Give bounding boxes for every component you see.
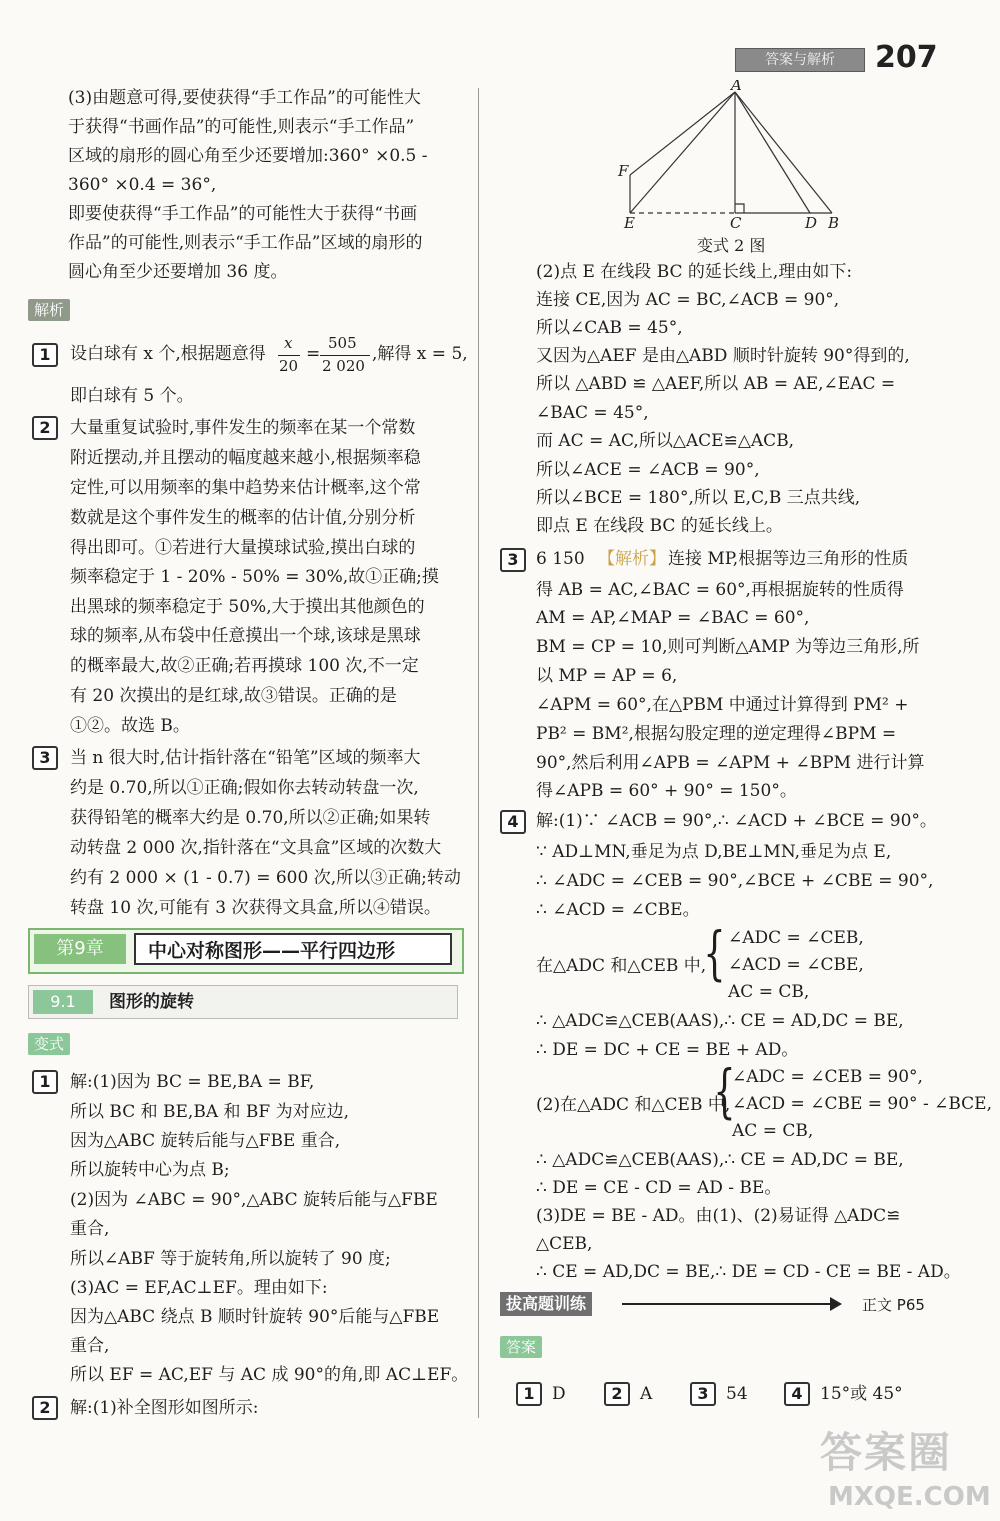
system-line: ∠ACD = ∠CBE = 90° - ∠BCE,: [732, 1094, 992, 1114]
question-number: 2: [32, 416, 58, 440]
text-line: AM = AP,∠MAP = ∠BAC = 60°,: [536, 608, 810, 628]
text-line: 获得铅笔的概率大约是 0.70,所以②正确;如果转: [70, 808, 431, 828]
question-number: 3: [500, 548, 526, 572]
watermark-logo-text: 答案圈: [820, 1428, 953, 1477]
text-line: 当 n 很大时,估计指针落在“铅笔”区域的频率大: [70, 748, 421, 768]
jiexi-tag: 解析: [28, 299, 70, 321]
text-line: (3)AC = EF,AC⊥EF。理由如下:: [70, 1278, 328, 1298]
answer-value: 15°或 45°: [820, 1384, 903, 1404]
brace-symbol: {: [713, 1057, 736, 1125]
system-lead: (2)在△ADC 和△CEB 中,: [536, 1095, 731, 1115]
segment-ad: [735, 92, 810, 213]
answer-number: 3: [690, 1382, 716, 1406]
question-number: 4: [500, 810, 526, 834]
arrow-icon: [830, 1297, 842, 1311]
text-line: 得∠APB = 60° + 90° = 150°。: [536, 781, 797, 801]
section-header: [28, 985, 458, 1019]
text-line: 连接 MP,根据等边三角形的性质: [668, 549, 909, 569]
answer-number: 1: [516, 1382, 542, 1406]
text-line: 大量重复试验时,事件发生的频率在某一个常数: [70, 418, 416, 438]
text-line: △CEB,: [536, 1234, 593, 1254]
text-line: PB² = BM²,根据勾股定理的逆定理得∠BPM =: [536, 724, 897, 744]
text-line: 所以 EF = AC,EF 与 AC 成 90°的角,即 AC⊥EF。: [70, 1365, 469, 1385]
text-line: 又因为△AEF 是由△ABD 顺时针旋转 90°得到的,: [536, 346, 910, 366]
chapter-header: [28, 928, 464, 974]
text-line: 频率稳定于 1 - 20% - 50% = 30%,故①正确;摸: [70, 567, 439, 587]
column-divider: [478, 88, 479, 1418]
answer-value: D: [552, 1384, 566, 1404]
text-line: 数就是这个事件发生的概率的估计值,分别分析: [70, 508, 416, 528]
equals-sign: =: [306, 344, 321, 364]
system-lead: 在△ADC 和△CEB 中,: [536, 956, 707, 976]
geometry-figure: [600, 80, 860, 230]
text-line: 的概率最大,故②正确;若再摸球 100 次,不一定: [70, 656, 419, 676]
daan-tag: 答案: [500, 1336, 542, 1358]
text-line: 以 MP = AP = 6,: [536, 666, 678, 686]
text-line: 球的频率,从布袋中任意摸出一个球,该球是黑球: [70, 626, 421, 646]
text-line: 解:(1)∵ ∠ACB = 90°,∴ ∠ACD + ∠BCE = 90°。: [536, 811, 937, 831]
text-line: ∠BAC = 45°,: [536, 403, 649, 423]
text-line: ∴ CE = AD,DC = BE,∴ DE = CD - CE = BE - AD。: [536, 1262, 961, 1282]
bianshi-tag: 变式: [28, 1033, 70, 1055]
answer-value: 54: [726, 1384, 748, 1404]
text-line: 所以∠ABF 等于旋转角,所以旋转了 90 度;: [70, 1249, 391, 1269]
text-line: 区域的扇形的圆心角至少还要增加:360° ×0.5 -: [68, 146, 428, 166]
answer-value: A: [640, 1384, 653, 1404]
system-line: ∠ACD = ∠CBE,: [728, 955, 864, 975]
text-line: 得出即可。①若进行大量摸球试验,摸出白球的: [70, 538, 416, 558]
text-line: 所以 BC 和 BE,BA 和 BF 为对应边,: [70, 1102, 350, 1122]
text-line: ∵ AD⊥MN,垂足为点 D,BE⊥MN,垂足为点 E,: [536, 842, 892, 862]
section-header-tag: 答案与解析: [735, 48, 865, 72]
chapter-badge: 第9章: [34, 934, 126, 964]
text-line: 所以∠ACE = ∠ACB = 90°,: [536, 460, 760, 480]
bagao-tag: 拔高题训练: [500, 1292, 592, 1316]
system-line: AC = CB,: [732, 1121, 814, 1141]
text-line: 转盘 10 次,可能有 3 次获得文具盒,所以④错误。: [70, 898, 441, 918]
segment-af: [630, 92, 735, 175]
q1-suffix: ,解得 x = 5,: [372, 344, 468, 364]
text-line: 约是 0.70,所以①正确;假如你去转动转盘一次,: [70, 778, 419, 798]
text-line: 有 20 次摸出的是红球,故③错误。正确的是: [70, 686, 397, 706]
page-number: 207: [875, 40, 938, 75]
question-number: 2: [32, 1396, 58, 1420]
text-line: (3)由题意可得,要使获得“手工作品”的可能性大: [68, 88, 421, 108]
point-label-a: A: [731, 80, 742, 94]
r3-answer: 6 150: [536, 549, 585, 569]
text-line: 出黑球的频率稳定于 50%,大于摸出其他颜色的: [70, 597, 425, 617]
point-label-f: F: [618, 162, 629, 180]
answer-number: 4: [784, 1382, 810, 1406]
text-line: ∴ ∠ACD = ∠CBE。: [536, 900, 700, 920]
system-line: AC = CB,: [728, 982, 810, 1002]
text-line: 作品”的可能性,则表示“手工作品”区域的扇形的: [68, 233, 423, 253]
text-line: 圆心角至少还要增加 36 度。: [68, 262, 288, 282]
segment-ab: [735, 92, 832, 213]
fraction-numerator: x: [284, 334, 293, 352]
question-number: 1: [32, 343, 58, 367]
system-line: ∠ADC = ∠CEB = 90°,: [732, 1067, 923, 1087]
fraction-denominator: 2 020: [322, 357, 365, 375]
q1-prefix: 设白球有 x 个,根据题意得: [70, 344, 266, 364]
segment-ae: [630, 92, 735, 213]
text-line: 所以旋转中心为点 B;: [70, 1160, 230, 1180]
text-line: ∴ △ADC≌△CEB(AAS),∴ CE = AD,DC = BE,: [536, 1011, 904, 1031]
text-line: 得 AB = AC,∠BAC = 60°,再根据旋转的性质得: [536, 580, 904, 600]
figure-caption: 变式 2 图: [697, 236, 766, 255]
question-number: 1: [32, 1070, 58, 1094]
text-line: ∴ △ADC≌△CEB(AAS),∴ CE = AD,DC = BE,: [536, 1150, 904, 1170]
text-line: 定性,可以用频率的集中趋势来估计概率,这个常: [70, 478, 421, 498]
text-line: 连接 CE,因为 AC = BC,∠ACB = 90°,: [536, 290, 840, 310]
text-line: 附近摆动,并且摆动的幅度越来越小,根据频率稳: [70, 448, 421, 468]
system-line: ∠ADC = ∠CEB,: [728, 928, 864, 948]
question-number: 3: [32, 746, 58, 770]
fraction-bar: [320, 355, 370, 356]
text-line: (3)DE = BE - AD。由(1)、(2)易证得 △ADC≌: [536, 1206, 901, 1226]
text-line: 约有 2 000 × (1 - 0.7) = 600 次,所以③正确;转动: [70, 868, 461, 888]
jiexi-inline-tag: 【解析】: [598, 549, 666, 569]
text-line: 所以 △ABD ≌ △AEF,所以 AB = AE,∠EAC =: [536, 374, 896, 394]
text-line: 解:(1)因为 BC = BE,BA = BF,: [70, 1072, 315, 1092]
text-line: 而 AC = AC,所以△ACE≌△ACB,: [536, 431, 795, 451]
text-line: 即白球有 5 个。: [70, 386, 194, 406]
text-line: 即点 E 在线段 BC 的延长线上。: [536, 516, 783, 536]
text-line: ∴ DE = CE - CD = AD - BE。: [536, 1178, 782, 1198]
point-label-e: E: [624, 214, 635, 230]
point-label-b: B: [828, 214, 840, 230]
text-line: 重合,: [70, 1336, 110, 1356]
point-label-c: C: [730, 214, 742, 230]
text-line: ∴ DE = DC + CE = BE + AD。: [536, 1040, 799, 1060]
text-line: ①②。故选 B。: [70, 716, 190, 736]
text-line: 即要使获得“手工作品”的可能性大于获得“书画: [68, 204, 418, 224]
text-line: ∠APM = 60°,在△PBM 中通过计算得到 PM² +: [536, 695, 909, 715]
text-line: 动转盘 2 000 次,指针落在“文具盒”区域的次数大: [70, 838, 442, 858]
chapter-title: 中心对称图形——平行四边形: [134, 933, 452, 965]
text-line: 90°,然后利用∠APB = ∠APM + ∠BPM 进行计算: [536, 753, 925, 773]
text-line: 因为△ABC 绕点 B 顺时针旋转 90°后能与△FBE: [70, 1307, 440, 1327]
text-line: 解:(1)补全图形如图所示:: [70, 1398, 259, 1418]
brace-symbol: {: [703, 919, 726, 987]
textbook-page-ref: 正文 P65: [862, 1296, 925, 1314]
watermark: [818, 1420, 998, 1520]
watermark-site: MXQE.COM: [828, 1482, 991, 1512]
text-line: 重合,: [70, 1219, 110, 1239]
text-line: (2)因为 ∠ABC = 90°,△ABC 旋转后能与△FBE: [70, 1190, 438, 1210]
fraction-denominator: 20: [279, 357, 299, 375]
text-line: BM = CP = 10,则可判断△AMP 为等边三角形,所: [536, 637, 920, 657]
text-line: 于获得“书画作品”的可能性,则表示“手工作品”: [68, 117, 415, 137]
text-line: 所以∠CAB = 45°,: [536, 318, 683, 338]
fraction-numerator: 505: [328, 334, 357, 352]
text-line: 所以∠BCE = 180°,所以 E,C,B 三点共线,: [536, 488, 861, 508]
section-badge: 9.1: [33, 990, 93, 1014]
answer-number: 2: [604, 1382, 630, 1406]
right-angle-mark: [735, 204, 744, 213]
arrow-line: [622, 1303, 832, 1305]
section-title: 图形的旋转: [109, 992, 194, 1012]
text-line: 360° ×0.4 = 36°,: [68, 175, 217, 195]
fraction-bar: [278, 355, 300, 356]
text-line: (2)点 E 在线段 BC 的延长线上,理由如下:: [536, 262, 853, 282]
text-line: ∴ ∠ADC = ∠CEB = 90°,∠BCE + ∠CBE = 90°,: [536, 871, 934, 891]
text-line: 因为△ABC 旋转后能与△FBE 重合,: [70, 1131, 341, 1151]
point-label-d: D: [805, 214, 818, 230]
